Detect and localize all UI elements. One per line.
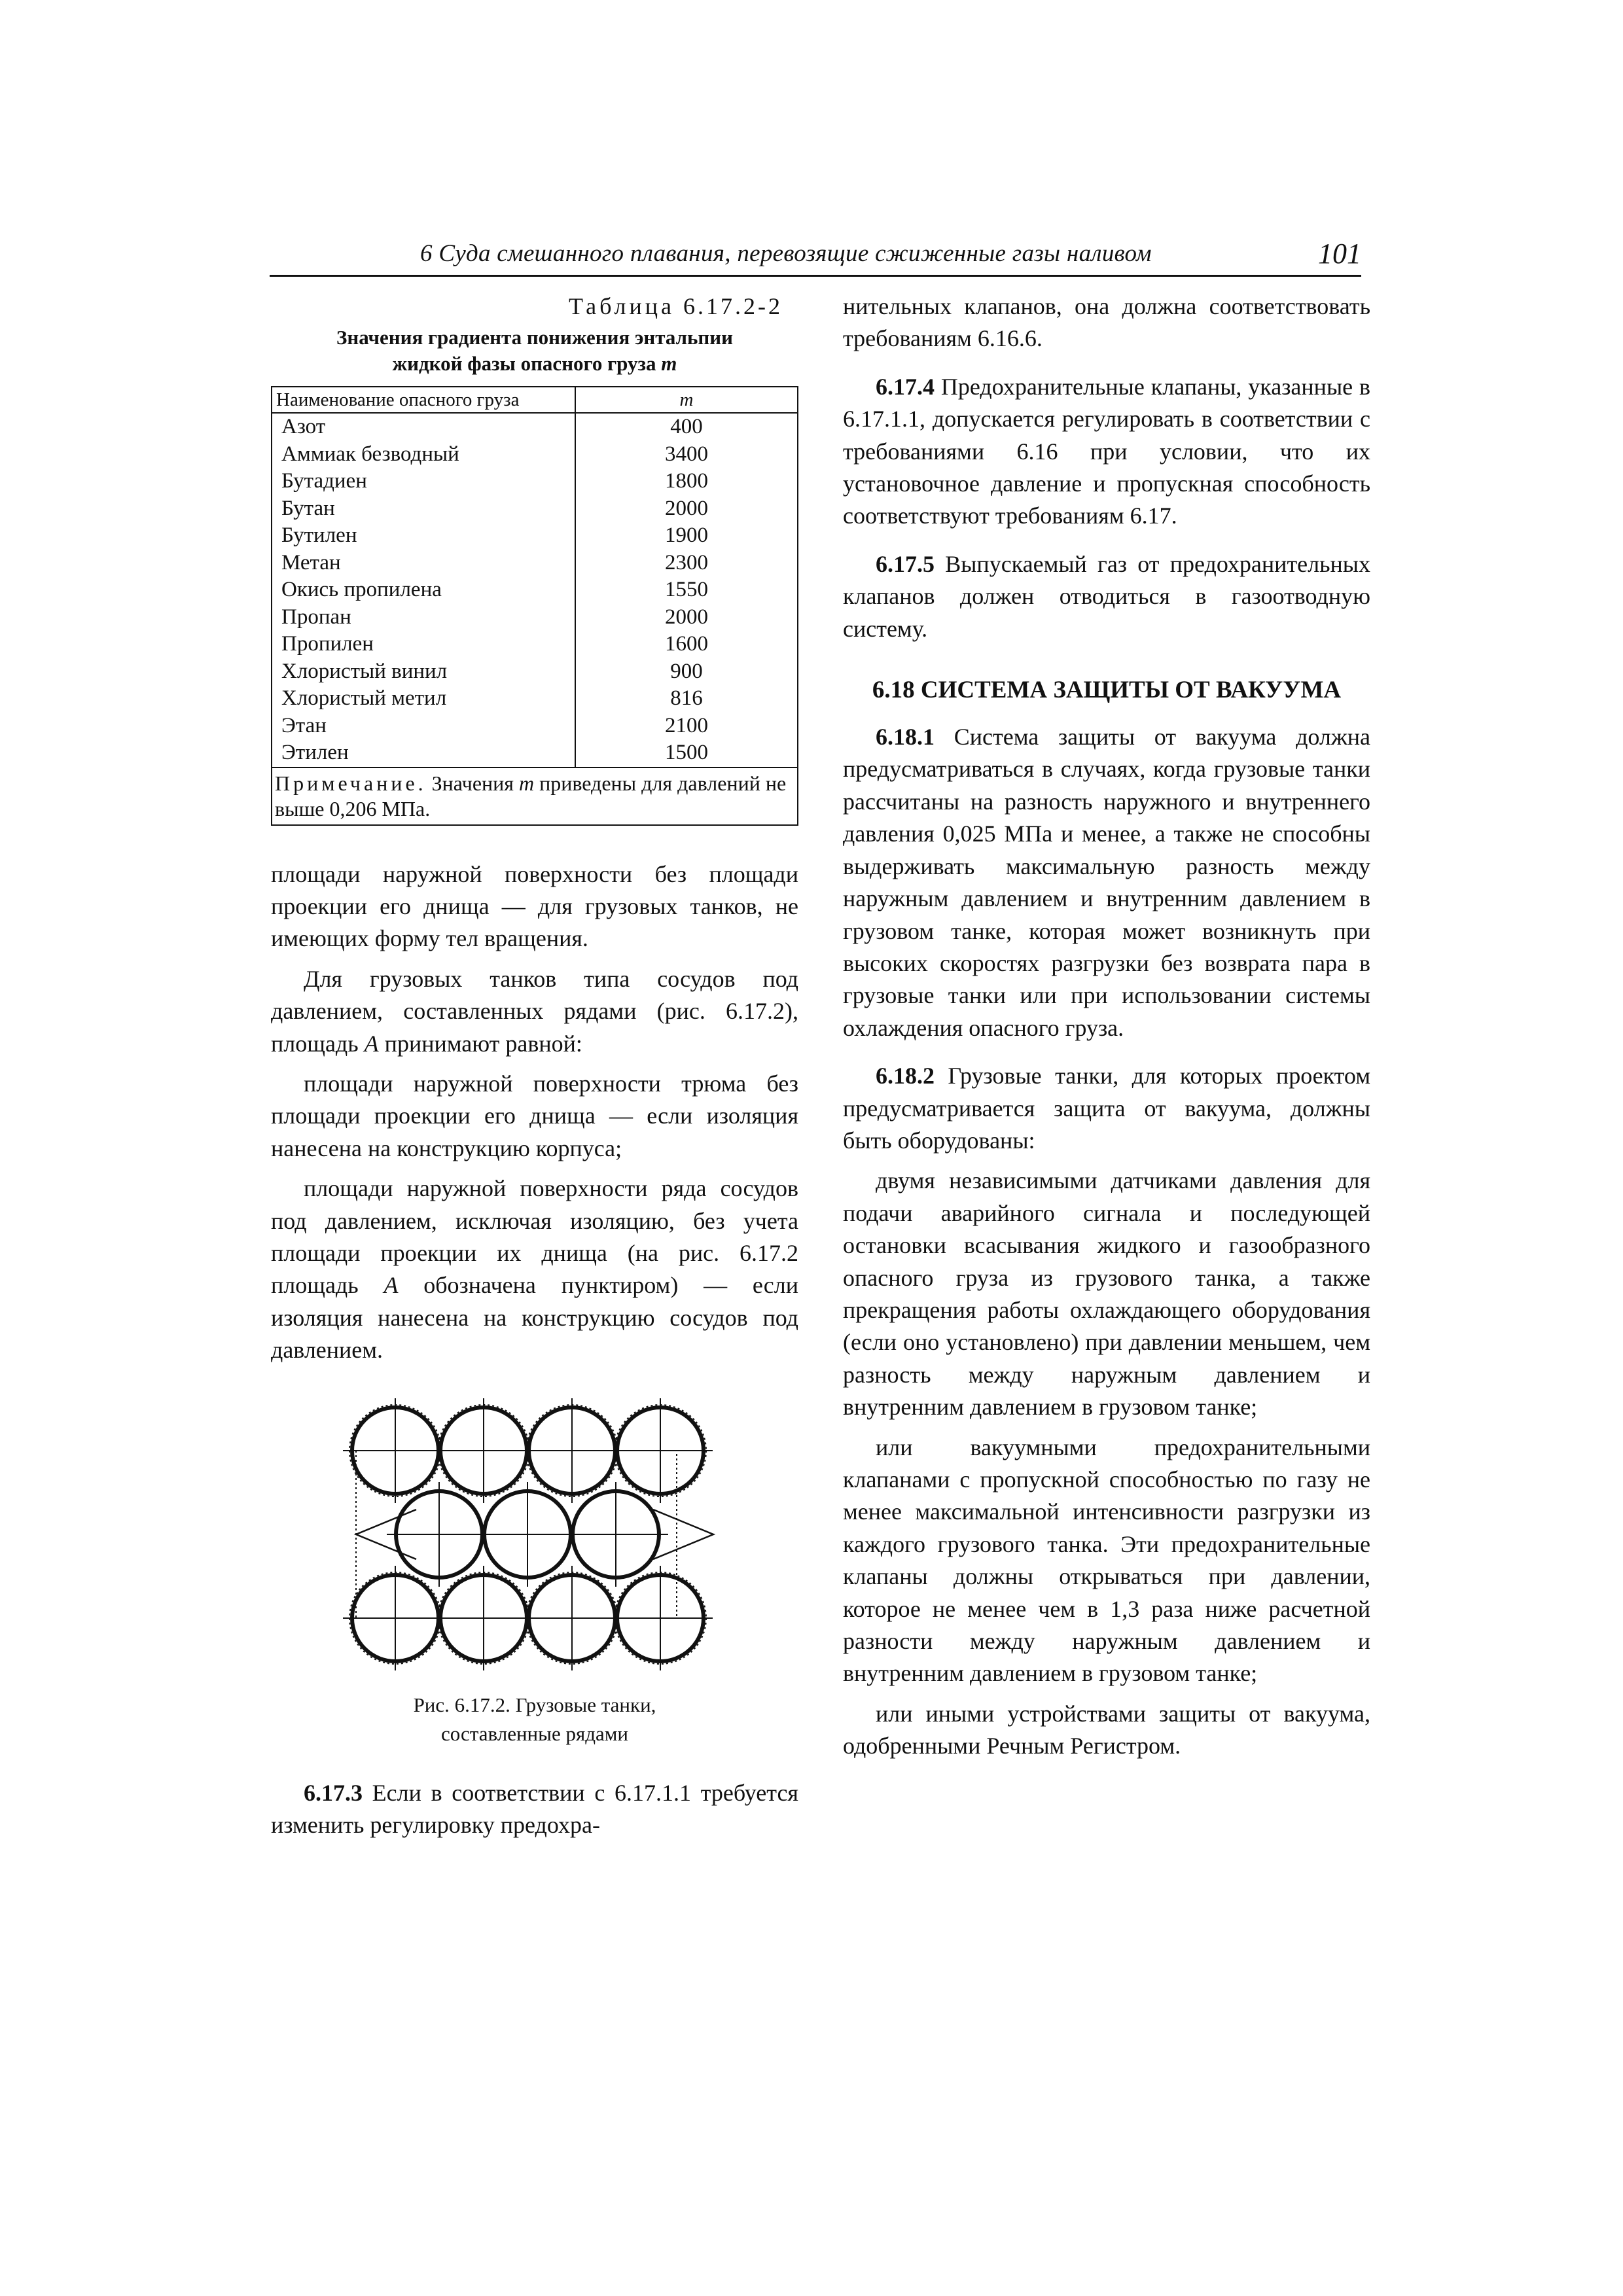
left-para-4a: площади наружной поверхности ряда сосудов под давлением, исключая изоляцию, без учета площади проекции их днища (на рис. 6.17.2 площадь	[271, 1175, 798, 1299]
table-header-row	[272, 387, 798, 413]
left-para-2b: принимают равной:	[378, 1030, 582, 1057]
m-value-cell: 900	[575, 658, 798, 686]
table-row	[272, 576, 798, 604]
cargo-name-cell: Пропилен	[272, 631, 575, 658]
running-header	[270, 236, 1361, 277]
table-title-line2	[271, 351, 798, 377]
table-row	[272, 739, 798, 768]
cargo-name-cell: Бутилен	[272, 522, 575, 550]
right-para-5: двумя независимыми датчиками давления для подачи аварийного сигнала и последующей остановки всасывания жидкого и газообразного опасного груза из грузового танка, а также прекращения работы охлаждающего оборудования (если оно установлено) при давлении меньшем, чем разность между наружным давлением и внутренним давлением в грузовом танке;	[843, 1167, 1370, 1421]
table-row	[272, 495, 798, 523]
m-value-cell: 2300	[575, 550, 798, 577]
table-body	[272, 413, 798, 768]
table-caption-word: Таблица	[569, 293, 675, 319]
right-para-1	[843, 371, 1370, 533]
clause-6-17-5: 6.17.5	[876, 550, 935, 577]
right-column	[843, 291, 1370, 1763]
right-para-0: нительных клапанов, она должна соответствовать требованиям 6.16.6.	[843, 293, 1370, 352]
clause-6-18-2: 6.18.2	[876, 1063, 935, 1089]
note-text-b: приведены для давлений не выше 0,206 МПа.	[275, 771, 787, 821]
m-value-cell: 400	[575, 413, 798, 441]
note-label: Примечание.	[275, 771, 427, 795]
table-title-line1: Значения градиента понижения энтальпии	[336, 326, 733, 349]
enthalpy-table	[271, 386, 798, 826]
m-value-cell: 1550	[575, 576, 798, 604]
right-para-3-text: Система защиты от вакуума должна предусматриваться в случаях, когда грузовые танки рассчитаны на разность наружного и внутреннего давления 0,025 МПа и менее, а также не способны выдерживать максимальную разность между наружным давлением и внутренним давлением в грузовом танке, которая может возникнуть при высоких скоростях разгрузки без возврата пара в грузовые танки или при использовании системы охлаждения опасного груза.	[843, 724, 1370, 1041]
right-para-1-text: Предохранительные клапаны, указанные в 6.17.1.1, допускается регулировать в соответствии с требованиями 6.16 при условии, что их установочное давление и пропускная способность соответствуют требованиям 6.17.	[843, 373, 1370, 529]
left-para-4	[271, 1173, 798, 1366]
table-caption-number: 6.17.2-2	[683, 293, 783, 319]
right-para-4-text: Грузовые танки, для которых проектом предусматривается защита от вакуума, должны быть оборудованы:	[843, 1063, 1370, 1154]
cargo-tanks-figure	[271, 1397, 798, 1672]
left-para-1: площади наружной поверхности без площади проекции его днища — для грузовых танков, не имеющих форму тел вращения.	[271, 860, 798, 952]
cargo-name-cell: Бутан	[272, 495, 575, 523]
table-row	[272, 685, 798, 713]
table-row	[272, 522, 798, 550]
page-number: 101	[1318, 238, 1361, 270]
table-row	[272, 468, 798, 495]
m-value-cell: 2000	[575, 604, 798, 631]
right-para-4	[843, 1060, 1370, 1157]
col-header-m: m	[575, 387, 798, 413]
right-para-7: или иными устройствами защиты от вакуума, одобренными Речным Регистром.	[843, 1700, 1370, 1759]
right-para-2	[843, 548, 1370, 645]
table-caption	[271, 291, 783, 322]
cargo-name-cell: Хлористый винил	[272, 658, 575, 686]
table-title-line2-text: жидкой фазы опасного груза	[392, 352, 656, 375]
left-para-2-symbol: A	[364, 1030, 379, 1057]
table-title-symbol: m	[661, 352, 677, 375]
cargo-name-cell: Пропан	[272, 604, 575, 631]
cargo-name-cell: Хлористый метил	[272, 685, 575, 713]
cargo-name-cell: Азот	[272, 413, 575, 441]
m-value-cell: 2100	[575, 713, 798, 740]
left-para-5	[271, 1777, 798, 1842]
right-para-2-text: Выпускаемый газ от предохранительных клапанов должен отводиться в газоотводную систему.	[843, 550, 1370, 642]
left-para-4-symbol: A	[383, 1272, 399, 1299]
figure-caption-line1: Рис. 6.17.2. Грузовые танки,	[413, 1693, 656, 1716]
left-para-2	[271, 963, 798, 1060]
table-row	[272, 441, 798, 468]
m-value-cell: 1800	[575, 468, 798, 495]
m-value-cell: 816	[575, 685, 798, 713]
cargo-name-cell: Этан	[272, 713, 575, 740]
cargo-name-cell: Этилен	[272, 739, 575, 768]
figure-caption	[271, 1691, 798, 1748]
m-value-cell: 2000	[575, 495, 798, 523]
cargo-name-cell: Аммиак безводный	[272, 441, 575, 468]
cargo-name-cell: Окись пропилена	[272, 576, 575, 604]
table-row	[272, 713, 798, 740]
table-row	[272, 413, 798, 441]
left-column	[271, 291, 798, 1841]
table-note	[272, 768, 798, 825]
left-para-3: площади наружной поверхности трюма без площади проекции его днища — если изоляция нанесена на конструкцию корпуса;	[271, 1070, 798, 1161]
left-para-4b: обозначена пунктиром) — если изоляция нанесена на конструкцию сосудов под давлением.	[271, 1272, 798, 1364]
note-text-a: Значения	[426, 771, 519, 795]
col-header-name: Наименование опасного груза	[272, 387, 575, 413]
tank-row-2	[387, 1482, 668, 1587]
figure-caption-line2: составленные рядами	[441, 1722, 628, 1745]
table-row	[272, 550, 798, 577]
table-row	[272, 631, 798, 658]
m-value-cell: 1900	[575, 522, 798, 550]
table-row	[272, 658, 798, 686]
right-para-3	[843, 721, 1370, 1044]
note-symbol: m	[518, 771, 535, 795]
clause-6-18-1: 6.18.1	[876, 724, 935, 751]
clause-6-17-4: 6.17.4	[876, 373, 935, 400]
table-note-row	[272, 768, 798, 825]
left-para-2a: Для грузовых танков типа сосудов под давлением, составленных рядами (рис. 6.17.2), площадь	[271, 965, 798, 1057]
table-row	[272, 604, 798, 631]
m-value-cell: 3400	[575, 441, 798, 468]
m-value-cell: 1600	[575, 631, 798, 658]
header-title: 6 Суда смешанного плавания, перевозящие сжиженные газы наливом	[420, 240, 1152, 267]
cargo-name-cell: Бутадиен	[272, 468, 575, 495]
table-title	[271, 325, 798, 377]
right-para-6: или вакуумными предохранительными клапанами с пропускной способностью по газу не менее максимальной интенсивности разгрузки из каждого грузового танка. Эти предохранительные клапаны должны открываться при давлении, которое не менее чем в 1,3 раза ниже расчетной разности между наружным давлением и внутренним давлением в грузовом танке;	[843, 1434, 1370, 1687]
clause-6-17-3: 6.17.3	[304, 1779, 363, 1806]
m-value-cell: 1500	[575, 739, 798, 768]
left-para-5-text: Если в соответствии с 6.17.1.1 требуется изменить регулировку предохра-	[271, 1779, 798, 1838]
section-heading: 6.18 СИСТЕМА ЗАЩИТЫ ОТ ВАКУУМА	[872, 677, 1342, 704]
cargo-name-cell: Метан	[272, 550, 575, 577]
